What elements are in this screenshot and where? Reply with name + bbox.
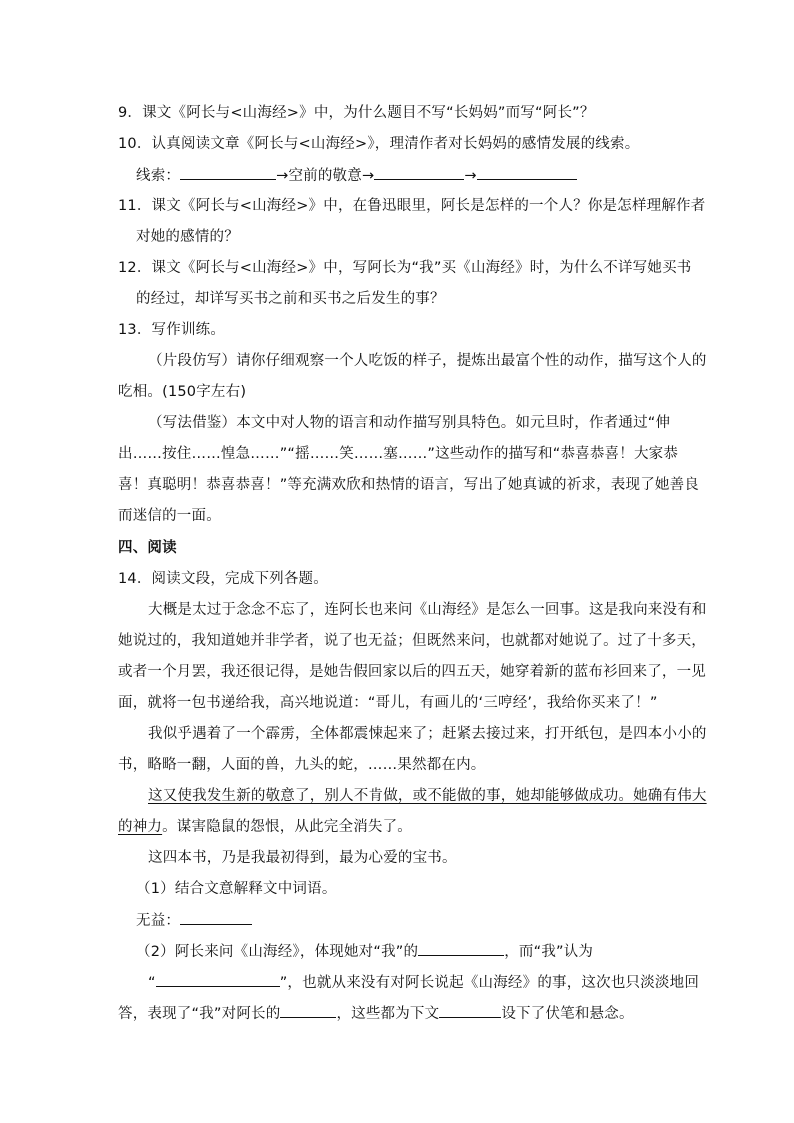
question-10-clue-line (136, 165, 577, 186)
clue-arrow: → (464, 168, 477, 184)
sub2-text-3: ”，也就从来没有对阿长说起《山海经》的事，这次也只淡淡地回 (279, 975, 700, 991)
question-11-line-2: 对她的感情的？ (136, 229, 239, 245)
clue-blank-1 (180, 165, 276, 180)
answer-blank-word (180, 910, 252, 925)
clue-label: 线索： (136, 168, 181, 184)
passage-para1-line-1: 大概是太过于念念不忘了，连阿长也来问《山海经》是怎么一回事。这是我向来没有和 (148, 602, 707, 618)
sub-question-1: （1）结合文意解释文中词语。 (136, 881, 337, 897)
sub2-text-4: 答，表现了“我”对阿长的 (118, 1006, 281, 1022)
passage-para1-line-3: 或者一个月罢，我还很记得，是她告假回家以后的四五天，她穿着新的蓝布衫回来了，一见 (118, 664, 706, 680)
sub2-open-quote: “ (148, 975, 156, 991)
underlined-phrase: 的神力 (118, 819, 163, 835)
q13-part1-line-2: 吃相。(150字左右) (118, 384, 247, 400)
passage-para3-line-1-underlined: 这又使我发生新的敬意了，别人不肯做，或不能做的事，她却能够做成功。她确有伟大 (148, 788, 707, 804)
q13-part2-line-3: 喜！真聪明！恭喜恭喜！”等充满欢欣和热情的语言，写出了她真诚的祈求，表现了她善良 (118, 477, 700, 493)
question-14: 14．阅读文段，完成下列各题。 (118, 571, 328, 587)
clue-blank-2 (374, 165, 464, 180)
question-11-line-1: 11．课文《阿长与<山海经>》中，在鲁迅眼里，阿长是怎样的一个人？你是怎样理解作者 (118, 198, 706, 214)
sub-question-1-answer-line (136, 910, 252, 931)
question-10: 10．认真阅读文章《阿长与<山海经>》，理清作者对长妈妈的感情发展的线索。 (118, 136, 640, 152)
question-12-line-1: 12．课文《阿长与<山海经>》中，写阿长为“我”买《山海经》时，为什么不详写她买书 (118, 260, 692, 276)
passage-para1-line-2: 她说过的，我知道她并非学者，说了也无益；但既然来问，也就都对她说了。过了十多天， (118, 633, 706, 649)
q13-part2-line-1: （写法借鉴）本文中对人物的语言和动作描写别具特色。如元旦时，作者通过“伸 (148, 415, 671, 431)
section-heading-reading: 四、阅读 (118, 540, 177, 556)
answer-blank-2d (439, 1003, 501, 1018)
q13-part2-line-2: 出……按住……惶急……”“摇……笑……塞……”这些动作的描写和“恭喜恭喜！大家恭 (118, 446, 679, 462)
answer-blank-2b (156, 972, 280, 987)
sub-question-2-line-3 (118, 1003, 634, 1024)
sub2-text-1: （2）阿长来问《山海经》，体现她对“我”的 (136, 944, 419, 960)
answer-blank-2c (280, 1003, 336, 1018)
para3-rest: 。谋害隐鼠的怨恨，从此完全消失了。 (162, 819, 413, 835)
word-label: 无益： (136, 913, 181, 929)
sub2-text-5: ，这些都为下文 (336, 1006, 440, 1022)
passage-para4: 这四本书，乃是我最初得到，最为心爱的宝书。 (148, 850, 457, 866)
question-12-line-2: 的经过，却详写买书之前和买书之后发生的事？ (136, 291, 445, 307)
sub2-text-2: ，而“我”认为 (504, 944, 594, 960)
sub-question-2-line-2 (148, 972, 699, 993)
q13-part1-line-1: （片段仿写）请你仔细观察一个人吃饭的样子，提炼出最富个性的动作，描写这个人的 (148, 353, 707, 369)
q13-part2-line-4: 而迷信的一面。 (118, 508, 221, 524)
clue-blank-3 (477, 165, 577, 180)
sub2-text-6: 设下了伏笔和悬念。 (501, 1006, 634, 1022)
clue-middle: →空前的敬意→ (276, 168, 375, 184)
passage-para2-line-2: 书，略略一翻，人面的兽，九头的蛇，……果然都在内。 (118, 757, 486, 773)
sub-question-2-line-1 (136, 941, 593, 962)
question-9: 9．课文《阿长与<山海经>》中，为什么题目不写“长妈妈”而写“阿长”？ (118, 105, 595, 121)
answer-blank-2a (418, 941, 504, 956)
question-13: 13．写作训练。 (118, 322, 226, 338)
passage-para1-line-4: 面，就将一包书递给我，高兴地说道：“哥儿，有画儿的‘三哼经’，我给你买来了！” (118, 695, 658, 711)
passage-para2-line-1: 我似乎遇着了一个霹雳，全体都震悚起来了；赶紧去接过来，打开纸包，是四本小小的 (148, 726, 707, 742)
passage-para3-line-2 (118, 817, 412, 837)
